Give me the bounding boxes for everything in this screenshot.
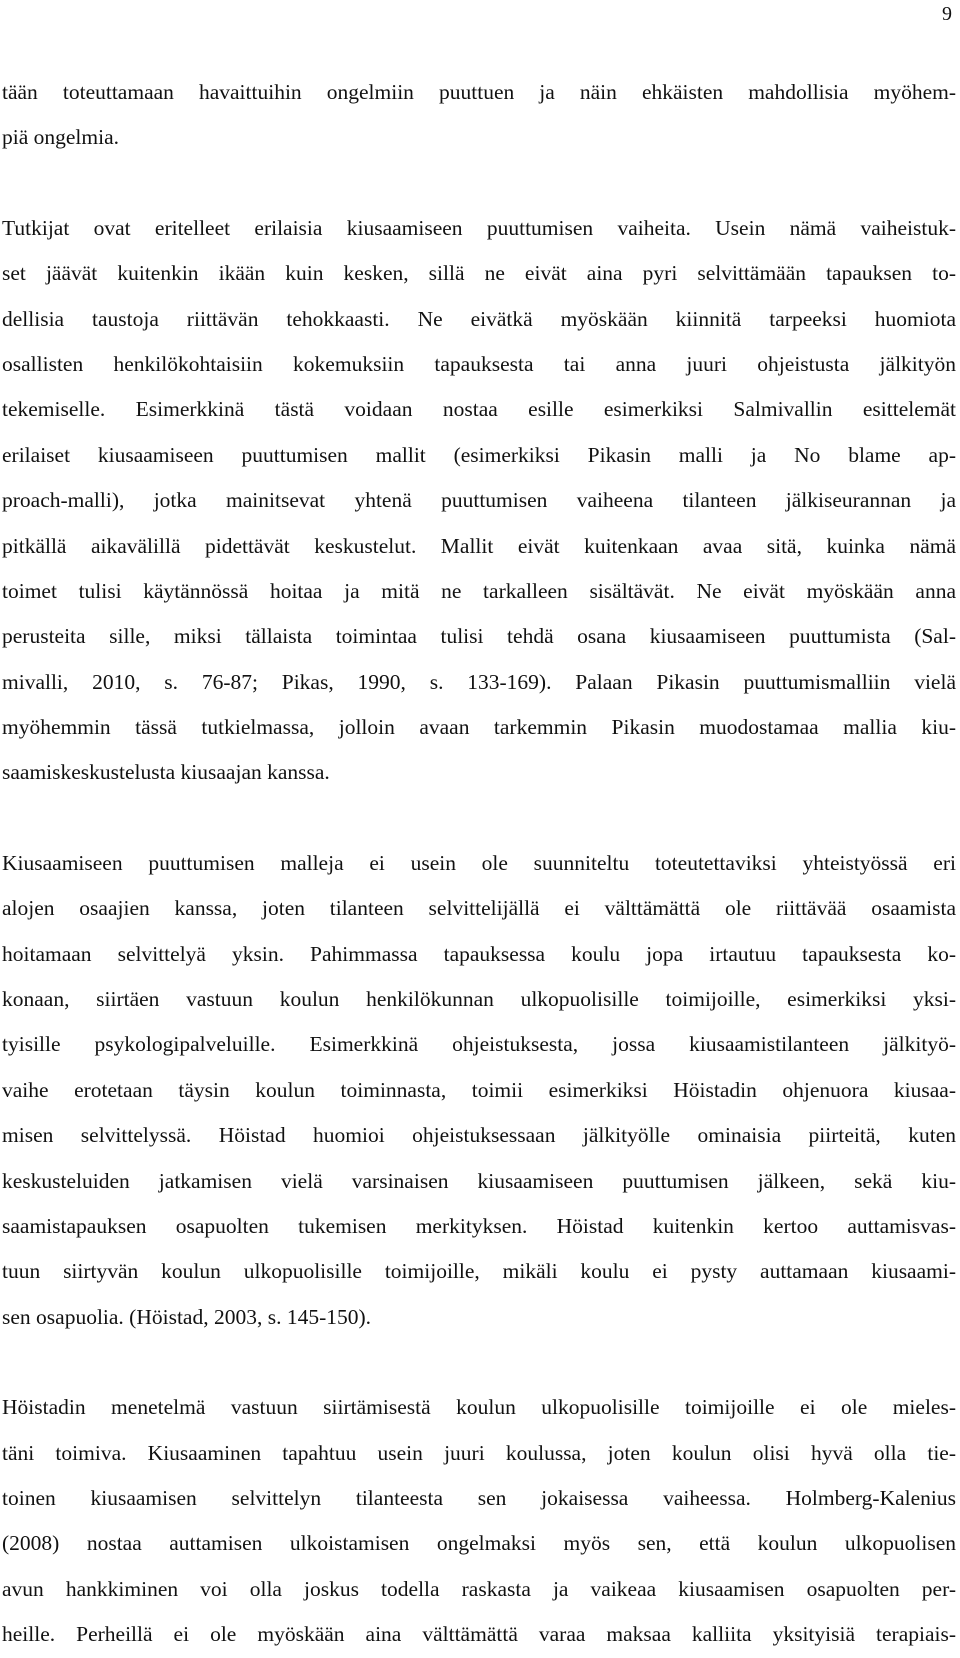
text-line: tuun siirtyvän koulun ulkopuolisille toimijoille, mikäli koulu ei pysty auttamaan kiusaami- [2, 1259, 956, 1284]
page-number: 9 [942, 3, 952, 25]
text-line: Kiusaamiseen puuttumisen malleja ei usein ole suunniteltu toteutettaviksi yhteistyössä eri [2, 850, 956, 875]
text-line: erilaiset kiusaamiseen puuttumisen mallit (esimerkiksi Pikasin malli ja No blame ap- [2, 442, 956, 467]
text-line: dellisia taustoja riittävän tehokkaasti. Ne eivätkä myöskään kiinnitä tarpeeksi huomiota [2, 306, 956, 331]
paragraph-1 [2, 70, 956, 161]
text-line: avun hankkiminen voi olla joskus todella raskasta ja vaikeaa kiusaamisen osapuolten per- [2, 1576, 956, 1601]
text-line: saamiskeskustelusta kiusaajan kanssa. [2, 760, 330, 785]
document-body [2, 70, 956, 1658]
text-line: mivalli, 2010, s. 76-87; Pikas, 1990, s. 133-169). Palaan Pikasin puuttumismalliin vielä [2, 669, 956, 694]
text-line: täni toimiva. Kiusaaminen tapahtuu usein juuri koulussa, joten koulun olisi hyvä olla tie- [2, 1440, 956, 1465]
text-line: Höistadin menetelmä vastuun siirtämisestä koulun ulkopuolisille toimijoille ei ole mieles- [2, 1395, 956, 1420]
text-line: toinen kiusaamisen selvittelyn tilanteesta sen jokaisessa vaiheessa. Holmberg-Kalenius [2, 1485, 956, 1510]
paragraph-2 [2, 206, 956, 796]
text-line: konaan, siirtäen vastuun koulun henkilökunnan ulkopuolisille toimijoille, esimerkiksi yksi- [2, 987, 956, 1012]
text-line: sen osapuolia. (Höistad, 2003, s. 145-150). [2, 1304, 372, 1329]
paragraph-3 [2, 841, 956, 1340]
text-line: tekemiselle. Esimerkkinä tästä voidaan nostaa esille esimerkiksi Salmivallin esittelemät [2, 397, 956, 422]
text-line: (2008) nostaa auttamisen ulkoistamisen ongelmaksi myös sen, että koulun ulkopuolisen [2, 1531, 956, 1556]
text-line: osallisten henkilökohtaisiin kokemuksiin tapauksesta tai anna juuri ohjeistusta jälkityön [2, 351, 956, 376]
text-line: tyisille psykologipalveluille. Esimerkkinä ohjeistuksesta, jossa kiusaamistilanteen jälkityö- [2, 1032, 956, 1057]
text-line: myöhemmin tässä tutkielmassa, jolloin avaan tarkemmin Pikasin muodostamaa mallia kiu- [2, 715, 956, 740]
text-line: heille. Perheillä ei ole myöskään aina välttämättä varaa maksaa kalliita yksityisiä terapiais- [2, 1622, 956, 1647]
text-line: misen selvittelyssä. Höistad huomioi ohjeistuksessaan jälkityölle ominaisia piirteitä, kuten [2, 1123, 956, 1148]
text-line: proach-malli), jotka mainitsevat yhtenä puuttumisen vaiheena tilanteen jälkiseurannan ja [2, 488, 956, 513]
text-line: alojen osaajien kanssa, joten tilanteen selvittelijällä ei välttämättä ole riittävää osaamista [2, 896, 956, 921]
text-line: set jäävät kuitenkin ikään kuin kesken, sillä ne eivät aina pyri selvittämään tapauksen to- [2, 261, 956, 286]
text-line: piä ongelmia. [2, 125, 120, 150]
text-line: vaihe erotetaan täysin koulun toiminnasta, toimii esimerkiksi Höistadin ohjenuora kiusaa- [2, 1077, 956, 1102]
text-line: keskusteluiden jatkamisen vielä varsinaisen kiusaamiseen puuttumisen jälkeen, sekä kiu- [2, 1168, 956, 1193]
text-line: hoitamaan selvittelyä yksin. Pahimmassa tapauksessa koulu jopa irtautuu tapauksesta ko- [2, 941, 956, 966]
text-line: pitkällä aikavälillä pidettävät keskustelut. Mallit eivät kuitenkaan avaa sitä, kuinka nämä [2, 533, 956, 558]
text-line: toimet tulisi käytännössä hoitaa ja mitä ne tarkalleen sisältävät. Ne eivät myöskään anna [2, 578, 956, 603]
text-line: Tutkijat ovat eritelleet erilaisia kiusaamiseen puuttumisen vaiheita. Usein nämä vaiheistuk- [2, 215, 956, 240]
text-line: tään toteuttamaan havaittuihin ongelmiin puuttuen ja näin ehkäisten mahdollisia myöhem- [2, 80, 956, 104]
text-line: saamistapauksen osapuolten tukemisen merkityksen. Höistad kuitenkin kertoo auttamisvas- [2, 1213, 956, 1238]
paragraph-4 [2, 1385, 956, 1657]
text-line: perusteita sille, miksi tällaista toimintaa tulisi tehdä osana kiusaamiseen puuttumista (Sal- [2, 624, 956, 649]
